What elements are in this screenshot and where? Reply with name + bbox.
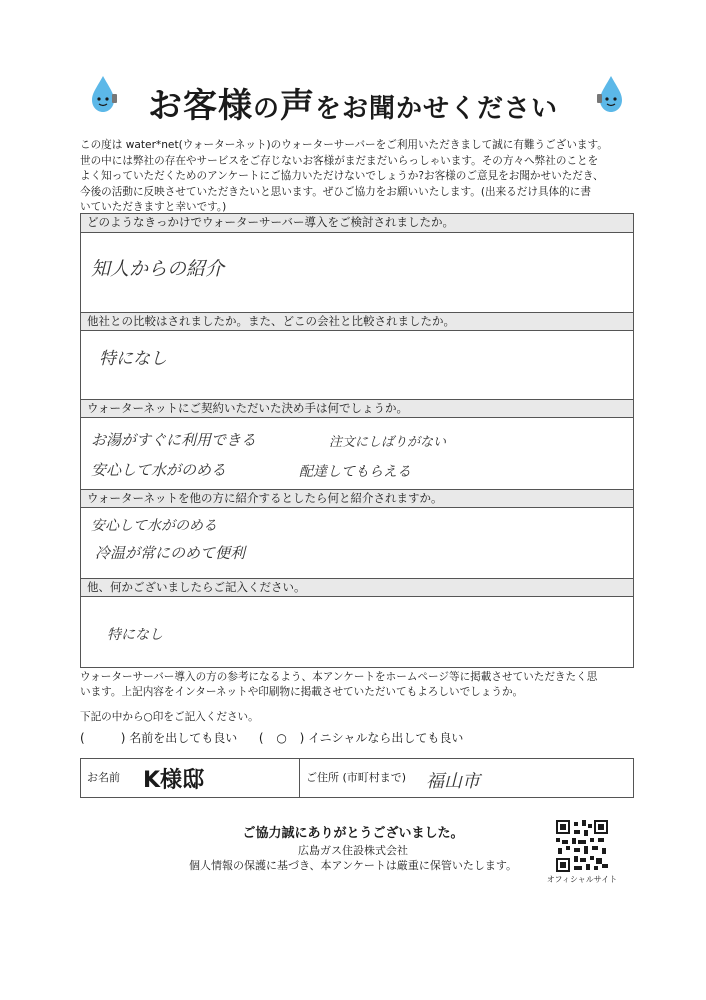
intro-text	[80, 138, 640, 216]
title-part: 声	[280, 86, 315, 126]
answer-5[interactable]: 特になし	[107, 627, 163, 643]
question-1-header: どのようなきっかけでウォーターサーバー導入をご検討されましたか。	[81, 214, 633, 233]
answer-3d[interactable]: 配達してもらえる	[299, 464, 411, 480]
qr-code-icon[interactable]	[556, 820, 608, 872]
answer-3a[interactable]: お湯がすぐに利用できる	[91, 431, 257, 449]
thanks-text: ご協力誠にありがとうございました。	[242, 826, 464, 841]
instruction-line: 下記の中から○印をご記入ください。	[80, 711, 259, 723]
name-label: お名前	[87, 771, 120, 784]
question-3-header: ウォーターネットにご契約いただいた決め手は何でしょうか。	[81, 399, 633, 418]
question-5-header: 他、何かございましたらご記入ください。	[81, 578, 633, 597]
name-address-table	[80, 758, 634, 798]
title-part: をお聞かせください	[315, 94, 559, 124]
company-name: 広島ガス住設株式会社	[298, 844, 408, 857]
intro-line: 今後の活動に反映させていただきたいと思います。ぜひご協力をお願いいたします。(出来るだけ具体的に書	[80, 185, 591, 198]
answer-3b[interactable]: 注文にしばりがない	[329, 435, 447, 450]
name-cell	[81, 759, 300, 797]
intro-line: 世の中には弊社の存在やサービスをご存じないお客様がまだまだいらっしゃいます。その方々へ弊社のことを	[80, 154, 599, 167]
bracket: (	[258, 731, 264, 745]
answer-4b[interactable]: 冷温が常にのめて便利	[95, 544, 246, 562]
answer-2[interactable]: 特になし	[99, 349, 167, 369]
page-title	[0, 78, 706, 127]
address-value[interactable]: 福山市	[426, 771, 480, 792]
choice-2-mark[interactable]: ○	[276, 731, 287, 745]
name-value[interactable]: K様邸	[143, 768, 205, 793]
questionnaire-box	[80, 213, 634, 668]
publication-consent-note	[80, 670, 640, 700]
bracket: (	[80, 731, 85, 745]
choice-2-label: イニシャルなら出しても良い	[308, 731, 464, 745]
bracket: )	[120, 731, 126, 745]
title-part: の	[252, 94, 280, 124]
choice-1-label: 名前を出しても良い	[129, 731, 238, 745]
intro-line: この度は water*net(ウォーターネット)のウォーターサーバーをご利用いただきまして誠に有難うございます。	[80, 139, 608, 151]
question-4-header: ウォーターネットを他の方に紹介するとしたら何と紹介されますか。	[81, 489, 633, 508]
address-label: ご住所 (市町村まで)	[306, 771, 407, 784]
note-line: ウォーターサーバー導入の方の参考になるよう、本アンケートをホームページ等に掲載させていただきたく思	[80, 671, 598, 683]
address-cell	[300, 759, 633, 797]
title-part: お客様	[147, 86, 253, 126]
bracket: )	[299, 731, 305, 745]
note-line: います。上記内容をインターネットや印刷物に掲載させていただいてもよろしいでしょうか。	[80, 686, 524, 698]
answer-1[interactable]: 知人からの紹介	[91, 258, 225, 280]
consent-choices	[80, 729, 640, 747]
qr-caption: オフィシャルサイト	[546, 875, 618, 884]
answer-3c[interactable]: 安心して水がのめる	[91, 461, 227, 479]
intro-line: よく知っていただくためのアンケートにご協力いただけないでしょうか?お客様のご意見をお聞かせいただき、	[80, 170, 604, 182]
question-2-header: 他社との比較はされましたか。また、どこの会社と比較されましたか。	[81, 312, 633, 331]
answer-4a[interactable]: 安心して水がのめる	[91, 518, 217, 534]
privacy-notice: 個人情報の保護に基づき、本アンケートは厳重に保管いたします。	[188, 859, 518, 872]
intro-line: いていただきますと幸いです。)	[80, 201, 227, 213]
